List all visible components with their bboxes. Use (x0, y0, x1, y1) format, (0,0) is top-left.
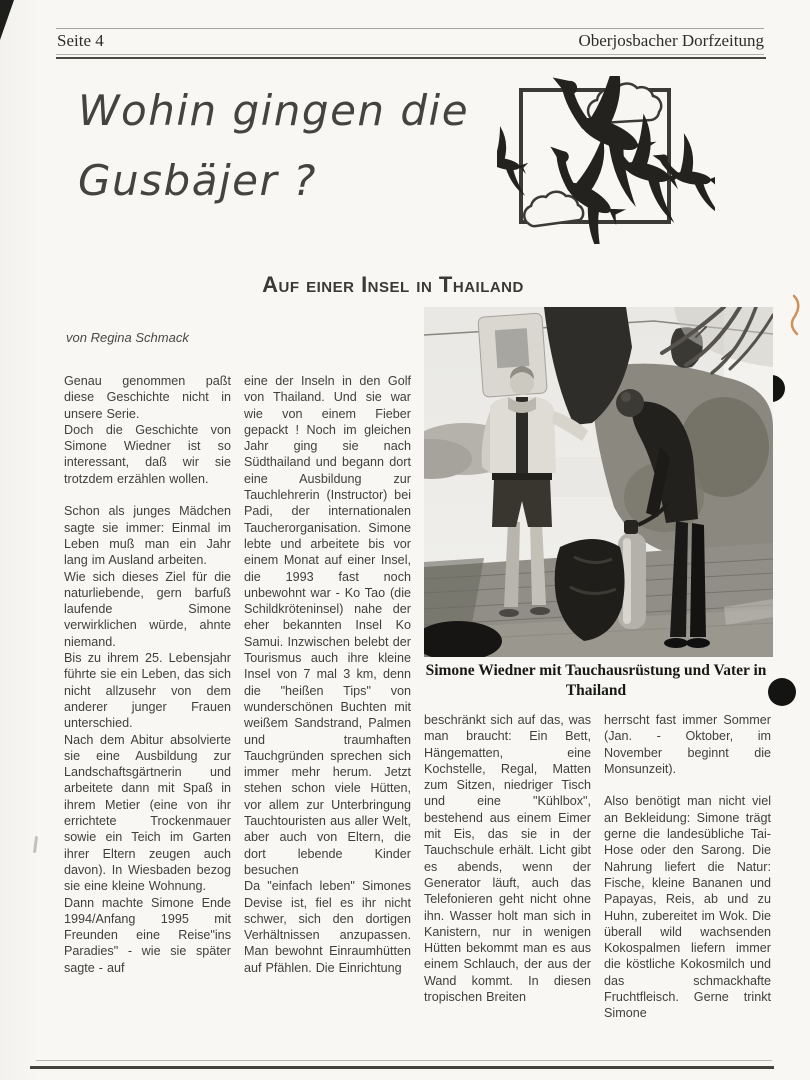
text-column-4 (604, 712, 771, 1022)
text-column-2 (244, 373, 411, 976)
flying-geese-icon (497, 76, 715, 244)
paragraph: beschränkt sich auf das, was man braucht: Ein Bett, Hängematten, eine Kochstelle, Regal, Matten zum Sitzen, niedriger Tisch und eine "Kühlbox", bestehend aus einem Eimer mit Eis, das sie in der Tauchschule erhält. Licht gibt es abends, wenn der Generator läuft, auch das Telefonieren geht nicht ohne ihn. Wasser holt man sich in Kanistern, nur in wenigen Hütten bekommt man es aus einem Schlauch, der aus der Wand kommt. In diesen tropischen Breiten (424, 713, 591, 1005)
paragraph: Genau genommen paßt diese Geschichte nicht in unsere Serie. (64, 374, 231, 421)
paragraph: Nach dem Abitur absolvierte sie eine Ausbildung zur Landschaftsgärtnerin und arbeitete dann mit Spaß in ihrem Metier (eine von ihr errichtete Trockenmauer sowie ein Teich im Garten ihrer Eltern zeugen auch davon). In Wiesbaden bezog sie eine kleine Wohnung. (64, 732, 231, 894)
paragraph: Dann machte Simone Ende 1994/Anfang 1995 mit Freunden eine Reise"ins Paradies" - wie sie später sagte - auf (64, 895, 231, 975)
page-number: Seite 4 (57, 31, 104, 50)
footer-rule-light (36, 1060, 772, 1061)
section-heading: Auf einer Insel in Thailand (262, 272, 524, 297)
text-column-1 (64, 373, 231, 976)
paragraph: herrscht fast immer Sommer (Jan. - Oktober, im November beginnt die Monsunzeit). (604, 713, 771, 776)
paragraph: Also benötigt man nicht viel an Bekleidung: Simone trägt gerne die landesübliche Tai-Hose oder den Sarong. Die Nahrung liefert die Natur: Fische, kleine Bananen und Papayas, Reis, ab und zu Huhn, zubereitet im Wok. Die überall wild wachsenden Kokospalmen liefern immer die köstliche Kokosmilch und das schmackhafte Fruchtfleisch. Gerne trinkt Simone (604, 794, 771, 1021)
header-rule-mid (56, 54, 764, 55)
pencil-mark (33, 836, 38, 853)
handwritten-orange-mark (786, 294, 806, 340)
scan-corner-artifact (0, 0, 14, 40)
photo-caption: Simone Wiedner mit Tauchausrüstung und Vater in Thailand (425, 662, 767, 699)
header-rule-dark (56, 57, 766, 59)
newspaper-title: Oberjosbacher Dorfzeitung (578, 31, 764, 50)
article-title-line1: Wohin gingen die (78, 86, 470, 135)
paragraph: Doch die Geschichte von Simone Wiedner ist so interessant, daß wir sie trotzdem erzählen wollen. (64, 422, 231, 486)
header-rule-top (56, 28, 764, 29)
paragraph: Da "einfach leben" Simones Devise ist, fiel es ihr nicht schwer, sich den dortigen Verhältnissen anzupassen. Man bewohnt Einraumhütten auf Pfählen. Die Einrichtung (244, 879, 411, 975)
article-photo (424, 307, 773, 657)
paragraph: Schon als junges Mädchen sagte sie immer: Einmal im Leben muß man ein Jahr lang im Ausland arbeiten. (64, 504, 231, 568)
paragraph: eine der Inseln in den Golf von Thailand. Und sie war wie von einem Fieber gepackt ! Noch im gleichen Jahr ging sie nach Südthailand und begann dort eine Ausbildung zur Tauchlehrerin (Instructor) bei Padi, der internationalen Taucherorganisation. Simone lebte und arbeitete bis vor einem Monat auf einer Insel, die 1993 fast noch unbewohnt war - Ko Tao (die Schildkröteninsel) nahe der eher bekannten Insel Ko Samui. Inzwischen belebt der Tourismus auch ihre kleine Insel von 7 mal 3 km, denn die "heißen Tips" von wunderschönen Buchten mit weißem Sandstrand, Palmen und traumhaften Tauchgründen sprechen sich immer mehr herum. Jetzt stehen schon viele Hütten, vor allem zur Unterbringung Tauchtouristen aus aller Welt, aber auch von Eltern, die dort lebende Kinder besuchen (244, 374, 411, 877)
paragraph: Wie sich dieses Ziel für die naturliebende, gern barfuß laufende Simone verwirklichen würde, ahnte niemand. (64, 569, 231, 649)
article-title (78, 76, 469, 216)
text-column-3 (424, 712, 591, 1005)
footer-rule-dark (30, 1066, 774, 1069)
article-title-line2: Gusbäjer ? (78, 156, 317, 205)
paragraph: Bis zu ihrem 25. Lebensjahr führte sie ein Leben, das sich nicht allzusehr von dem anderer junger Frauen unterschied. (64, 651, 231, 731)
byline: von Regina Schmack (66, 330, 189, 345)
